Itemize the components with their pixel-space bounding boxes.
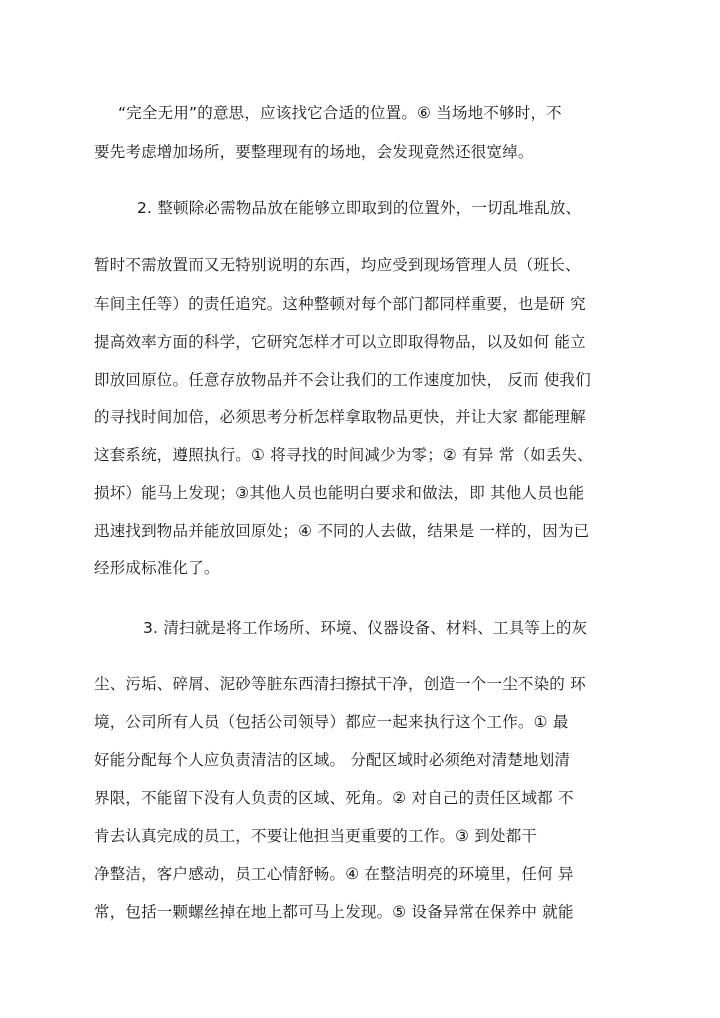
paragraph-line: 损坏）能马上发现；③其他人员也能明白要求和做法，即 其他人员也能 [94, 484, 585, 502]
paragraph-line: 要先考虑增加场所，要整理现有的场地，会发现竟然还很宽绰。 [94, 143, 534, 161]
section-heading-2: 2. 整顿除必需物品放在能够立即取到的位置外，一切乱堆乱放、 [137, 199, 582, 217]
paragraph-line: 车间主任等）的责任追究。这种整顿对每个部门都同样重要，也是研 究 [94, 295, 586, 313]
paragraph-line: 的寻找时间加倍，必须思考分析怎样拿取物品更快，并让大家 都能理解 [94, 408, 586, 426]
paragraph-line: 提高效率方面的科学，它研究怎样才可以立即取得物品，以及如何 能立 [94, 333, 586, 351]
paragraph-line: 境，公司所有人员（包括公司领导）都应一起来执行这个工作。① 最 [94, 713, 569, 731]
paragraph-line: 净整洁，客户感动，员工心情舒畅。④ 在整洁明亮的环境里，任何 异 [94, 865, 574, 883]
paragraph-line: “完全无用”的意思，应该找它合适的位置。⑥ 当场地不够时，不 [118, 104, 562, 122]
paragraph-line: 常，包括一颗螺丝掉在地上都可马上发现。⑤ 设备异常在保养中 就能 [94, 903, 574, 921]
paragraph-line: 界限，不能留下没有人负责的区域、死角。② 对自己的责任区域都 不 [94, 789, 574, 807]
paragraph-line: 经形成标准化了。 [94, 559, 220, 577]
section-heading-3: 3. 清扫就是将工作场所、环境、仪器设备、材料、工具等上的灰 [143, 619, 588, 637]
paragraph-line: 这套系统，遵照执行。① 将寻找的时间减少为零；② 有异 常（如丢失、 [94, 446, 593, 464]
paragraph-line: 即放回原位。任意存放物品并不会让我们的工作速度加快， 反而 使我们 [94, 371, 591, 389]
paragraph-line: 迅速找到物品并能放回原处；④ 不同的人去做，结果是 一样的，因为已 [94, 522, 590, 540]
paragraph-line: 暂时不需放置而又无特别说明的东西，均应受到现场管理人员（班长、 [94, 256, 581, 274]
paragraph-line: 肯去认真完成的员工，不要让他担当更重要的工作。③ 到处都干 [94, 827, 538, 845]
paragraph-line: 好能分配每个人应负责清洁的区域。 分配区域时必须绝对清楚地划清 [94, 751, 571, 769]
paragraph-line: 尘、污垢、碎屑、泥砂等脏东西清扫擦拭干净，创造一个一尘不染的 环 [94, 675, 586, 693]
